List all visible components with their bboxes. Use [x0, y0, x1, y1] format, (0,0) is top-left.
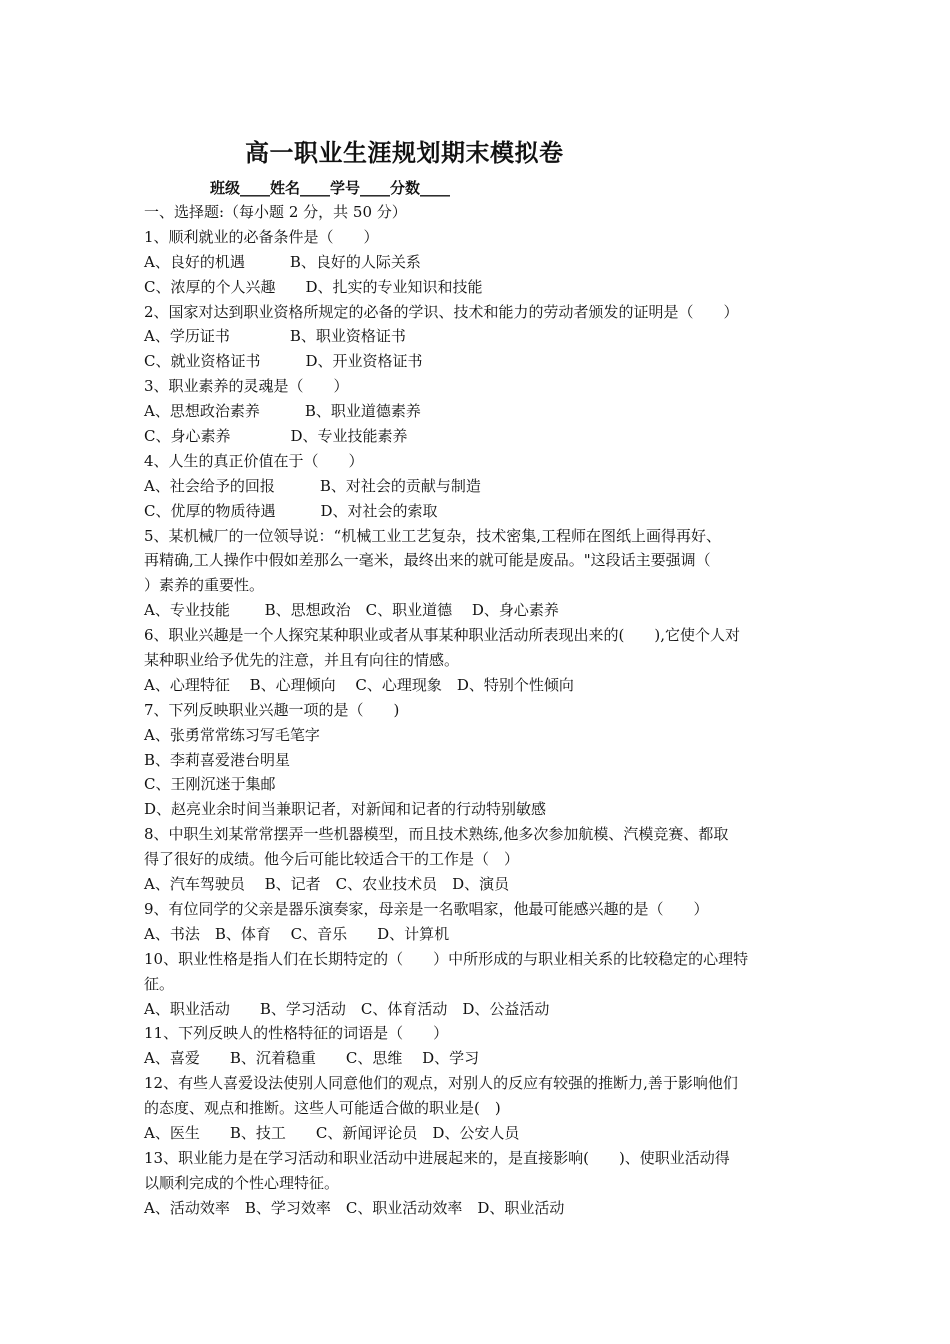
question-1-options-ab: A、良好的机遇 B、良好的人际关系: [144, 252, 421, 271]
question-10-line-2: 征。: [144, 974, 175, 993]
question-3-options-cd: C、身心素养 D、专业技能素养: [144, 427, 408, 446]
section-heading: 一、选择题:（每小题 2 分，共 50 分）: [144, 203, 407, 221]
question-2-options-cd: C、就业资格证书 D、开业资格证书: [144, 352, 423, 371]
question-1: 1、顺利就业的必备条件是（ ）: [144, 227, 379, 246]
question-9-options: A、书法 B、体育 C、音乐 D、计算机: [144, 924, 450, 943]
question-5-options: A、专业技能 B、思想政治 C、职业道德 D、身心素养: [144, 601, 559, 620]
student-info-line: 班级____姓名____学号____分数____: [210, 179, 451, 197]
question-6-options: A、心理特征 B、心理倾向 C、心理现象 D、特别个性倾向: [144, 675, 574, 694]
question-3: 3、职业素养的灵魂是（ ）: [144, 377, 349, 396]
question-7-option-b: B、李莉喜爱港台明星: [144, 750, 291, 769]
question-2-options-ab: A、学历证书 B、职业资格证书: [144, 327, 406, 346]
question-8-line-1: 8、中职生刘某常常摆弄一些机器模型，而且技术熟练,他多次参加航模、汽模竞赛、都取: [144, 825, 729, 844]
question-content: [144, 200, 812, 1221]
question-13-line-2: 以顺利完成的个性心理特征。: [144, 1173, 340, 1192]
question-3-options-ab: A、思想政治素养 B、职业道德素养: [144, 402, 421, 421]
question-12-line-1: 12、有些人喜爱设法使别人同意他们的观点，对别人的反应有较强的推断力,善于影响他们: [144, 1074, 738, 1093]
question-11-options: A、喜爱 B、沉着稳重 C、思维 D、学习: [144, 1049, 480, 1068]
question-12-line-2: 的态度、观点和推断。这些人可能适合做的职业是( ): [144, 1099, 501, 1118]
question-2: 2、国家对达到职业资格所规定的必备的学识、技术和能力的劳动者颁发的证明是（ ）: [144, 302, 739, 321]
question-12-options: A、医生 B、技工 C、新闻评论员 D、公安人员: [144, 1123, 520, 1142]
question-9: 9、有位同学的父亲是器乐演奏家，母亲是一名歌唱家，他最可能感兴趣的是（ ）: [144, 899, 709, 918]
question-13-line-1: 13、职业能力是在学习活动和职业活动中进展起来的，是直接影响( )、使职业活动得: [144, 1148, 730, 1167]
question-13-options: A、活动效率 B、学习效率 C、职业活动效率 D、职业活动: [144, 1198, 565, 1217]
question-4-options-cd: C、优厚的物质待遇 D、对社会的索取: [144, 501, 438, 520]
question-4: 4、人生的真正价值在于（ ）: [144, 451, 364, 470]
question-7: 7、下列反映职业兴趣一项的是（ ): [144, 700, 400, 719]
question-6-line-1: 6、职业兴趣是一个人探究某种职业或者从事某种职业活动所表现出来的( ),它使个人对: [144, 626, 741, 645]
question-8-options: A、汽车驾驶员 B、记者 C、农业技术员 D、演员: [144, 875, 510, 894]
question-1-options-cd: C、浓厚的个人兴趣 D、扎实的专业知识和技能: [144, 277, 483, 296]
question-7-option-d: D、赵亮业余时间当兼职记者，对新闻和记者的行动特别敏感: [144, 800, 547, 819]
question-4-options-ab: A、社会给予的回报 B、对社会的贡献与制造: [144, 476, 481, 495]
question-5-line-1: 5、某机械厂的一位领导说：“机械工业工艺复杂，技术密集,工程师在图纸上画得再好、: [144, 526, 721, 545]
question-10-line-1: 10、职业性格是指人们在长期特定的（ ）中所形成的与职业相关系的比较稳定的心理特: [144, 949, 749, 968]
question-10-options: A、职业活动 B、学习活动 C、体育活动 D、公益活动: [144, 999, 550, 1018]
question-7-option-a: A、张勇常常练习写毛笔字: [144, 725, 320, 744]
question-6-line-2: 某种职业给予优先的注意，并且有向往的情感。: [144, 651, 460, 670]
exam-title: 高一职业生涯规划期末模拟卷: [245, 138, 564, 167]
question-7-option-c: C、王刚沉迷于集邮: [144, 775, 276, 794]
question-5-line-2: 再精确,工人操作中假如差那么一毫米，最终出来的就可能是废品。"这段话主要强调（: [144, 551, 711, 570]
question-8-line-2: 得了很好的成绩。他今后可能比较适合干的工作是（ ）: [144, 850, 520, 869]
question-11: 11、下列反映人的性格特征的词语是（ ）: [144, 1024, 449, 1043]
question-5-line-3: ）素养的重要性。: [144, 576, 265, 595]
